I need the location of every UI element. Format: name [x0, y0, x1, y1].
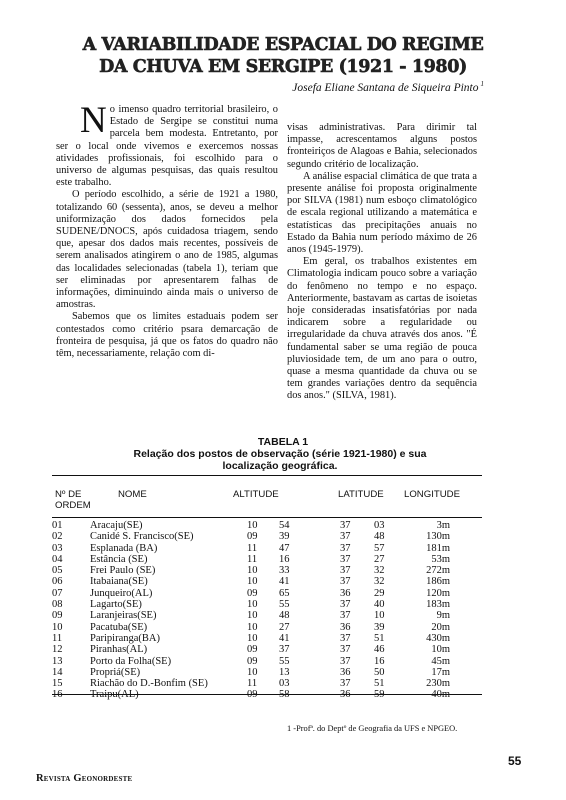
cell-altitude-deg: 10 — [247, 576, 258, 588]
cell-ordem: 16 — [52, 689, 63, 701]
paragraph-analysis: A análise espacial climática de que trata a presente análise foi proposta originalmente por SILVA (1981) num esboço climatológico de escala regional utilizando a matemática e estatísticas das precipitações anuais no Estado da Bahia num período máximo de 26 anos (1945-1979). — [287, 170, 477, 256]
cell-altitude-deg: 10 — [247, 520, 258, 531]
table-row — [52, 520, 482, 531]
cell-latitude-deg: 36 — [340, 689, 351, 701]
cell-altitude-deg: 09 — [247, 644, 258, 656]
table-row — [52, 622, 482, 633]
cell-altitude-min: 55 — [279, 599, 290, 611]
paragraph-period: O período escolhido, a série de 1921 a 1980, totalizando 60 (sessenta), anos, se deveu a melhor uniformização dos dados fornecidos pela SUDENE/DNOCS, após cuidadosa triagem, sendo que, apesar dos dados mais recentes, possíveis de serem analisados atingirem o ano de 1985, algumas das localidades selecionadas (tabela 1), teriam que ser eliminadas por apresentarem falhas de informações, diminuindo ainda mais o universo de amostras. — [56, 189, 278, 311]
cell-altitude-min: 65 — [279, 587, 290, 599]
table-row — [52, 543, 482, 554]
author-note-marker: 1 — [480, 80, 484, 88]
cell-latitude-deg: 37 — [340, 520, 351, 531]
title-line-1: A VARIABILIDADE ESPACIAL DO REGIME — [82, 35, 484, 55]
cell-nome: Piranhas(AL) — [90, 644, 148, 656]
cell-latitude-deg: 37 — [340, 599, 351, 611]
cell-altitude-deg: 09 — [247, 531, 258, 543]
cell-altitude-deg: 10 — [247, 599, 258, 611]
cell-latitude-deg: 37 — [340, 565, 351, 577]
cell-nome: Laranjeiras(SE) — [90, 610, 157, 622]
cell-latitude-deg: 36 — [340, 666, 351, 678]
cell-longitude: 3m — [436, 520, 450, 531]
cell-longitude: 53m — [431, 553, 450, 565]
cell-altitude-deg: 09 — [247, 689, 258, 701]
table-row — [52, 667, 482, 678]
cell-longitude: 40m — [431, 689, 450, 701]
cell-altitude-min: 39 — [279, 531, 290, 543]
table-row — [52, 531, 482, 542]
cell-latitude-min: 50 — [374, 666, 385, 678]
cell-latitude-deg: 36 — [340, 587, 351, 599]
table-row — [52, 644, 482, 655]
table-bottom-rule — [52, 694, 482, 695]
cell-ordem: 04 — [52, 553, 63, 565]
cell-altitude-min: 58 — [279, 689, 290, 701]
cell-ordem: 12 — [52, 644, 63, 656]
table-caption: Relação dos postos de observação (série 1921-1980) e sua localização geográfica. — [133, 448, 427, 472]
author-line — [292, 80, 484, 94]
cell-longitude: 186m — [426, 576, 450, 588]
cell-latitude-deg: 37 — [340, 542, 351, 554]
cell-altitude-deg: 10 — [247, 621, 258, 633]
cell-longitude: 45m — [431, 655, 450, 667]
left-column — [56, 104, 278, 438]
paragraph-limits: Sabemos que os limites estaduais podem ser contestados como critério psara demarcação de fronteira de pesquisa, já que os fatos do quadro não têm, necessariamente, relação com di- — [56, 311, 278, 360]
cell-latitude-min: 39 — [374, 621, 385, 633]
table-row — [52, 576, 482, 587]
cell-longitude: 17m — [431, 666, 450, 678]
table-row — [52, 565, 482, 576]
table-body — [52, 520, 482, 701]
paragraph-admin: visas administrativas. Para dirimir tal impasse, acrescentamos alguns postos fronteiriços de Alagoas e Bahia, selecionados segundo critério de localização. — [287, 122, 477, 170]
cell-latitude-deg: 37 — [340, 553, 351, 565]
cell-latitude-min: 46 — [374, 644, 385, 656]
cell-ordem: 06 — [52, 576, 63, 588]
cell-altitude-deg: 11 — [247, 542, 258, 554]
cell-altitude-deg: 11 — [247, 678, 258, 690]
article-title — [0, 34, 566, 78]
cell-nome: Aracaju(SE) — [90, 520, 143, 531]
cell-ordem: 07 — [52, 587, 63, 599]
cell-altitude-min: 16 — [279, 553, 290, 565]
cell-ordem: 09 — [52, 610, 63, 622]
cell-latitude-deg: 37 — [340, 632, 351, 644]
cell-ordem: 08 — [52, 599, 63, 611]
journal-name: Revista Geonordeste — [36, 773, 133, 784]
right-column — [287, 122, 477, 422]
footnote: 1 -Profª. do Deptº de Geografia da UFS e NPGEO. — [287, 724, 458, 733]
table-row — [52, 633, 482, 644]
cell-latitude-deg: 37 — [340, 655, 351, 667]
header-altitude: ALTITUDE — [233, 489, 279, 500]
header-latitude: LATITUDE — [338, 489, 384, 500]
cell-longitude: 430m — [426, 632, 450, 644]
cell-ordem: 02 — [52, 531, 63, 543]
table-row — [52, 599, 482, 610]
page-number: 55 — [508, 754, 522, 768]
cell-altitude-min: 37 — [279, 644, 290, 656]
cell-altitude-min: 03 — [279, 678, 290, 690]
cell-ordem: 03 — [52, 542, 63, 554]
cell-ordem: 15 — [52, 678, 63, 690]
drop-cap: N — [80, 104, 107, 141]
cell-longitude: 230m — [426, 678, 450, 690]
header-longitude: LONGITUDE — [404, 489, 460, 500]
cell-ordem: 05 — [52, 565, 63, 577]
cell-latitude-min: 03 — [374, 520, 385, 531]
paragraph-climatology: Em geral, os trabalhos existentes em Climatologia indicam pouco sobre a variação do fenômeno no tempo e no espaço. Anteriormente, bastavam as cartas de isoietas hoje consideradas insatisfatórias por nada indicarem sobre a regularidade ou irregularidade da chuva através dos anos. "É fundamental saber se uma região de pouca pluviosidade tem, de um ano para o outro, quase a mesma quantidade da chuva ou se tem grandes variações dentro da sequência dos anos." (SILVA, 1981). — [287, 256, 477, 402]
cell-latitude-min: 29 — [374, 587, 385, 599]
cell-latitude-min: 32 — [374, 565, 385, 577]
cell-altitude-min: 41 — [279, 632, 290, 644]
cell-longitude: 130m — [426, 531, 450, 543]
cell-longitude: 183m — [426, 599, 450, 611]
cell-altitude-min: 13 — [279, 666, 290, 678]
cell-latitude-min: 59 — [374, 689, 385, 701]
cell-ordem: 13 — [52, 655, 63, 667]
cell-longitude: 120m — [426, 587, 450, 599]
cell-latitude-deg: 37 — [340, 576, 351, 588]
title-line-2: DA CHUVA EM SERGIPE (1921 - 1980) — [99, 57, 467, 77]
author-name: Josefa Eliane Santana de Siqueira Pinto — [292, 81, 479, 94]
cell-latitude-min: 32 — [374, 576, 385, 588]
cell-latitude-min: 51 — [374, 678, 385, 690]
cell-altitude-deg: 10 — [247, 632, 258, 644]
cell-altitude-min: 47 — [279, 542, 290, 554]
cell-longitude: 10m — [431, 644, 450, 656]
paragraph-intro-text: o imenso quadro territorial brasileiro, o Estado de Sergipe se constitui numa parcela bem modesta. Entretanto, por ser o local onde vivemos e exercemos nossas atividades profissionais, foi escolhido para o universo de algumas pesquisas, das quais resultou este trabalho. — [56, 104, 278, 189]
cell-ordem: 10 — [52, 621, 63, 633]
cell-nome: Junqueiro(AL) — [90, 587, 153, 599]
cell-altitude-min: 48 — [279, 610, 290, 622]
cell-longitude: 181m — [426, 542, 450, 554]
cell-altitude-deg: 10 — [247, 666, 258, 678]
table-row — [52, 656, 482, 667]
cell-altitude-deg: 10 — [247, 610, 258, 622]
cell-latitude-min: 27 — [374, 553, 385, 565]
cell-ordem: 14 — [52, 666, 63, 678]
cell-altitude-min: 41 — [279, 576, 290, 588]
table-row — [52, 689, 482, 700]
cell-longitude: 9m — [436, 610, 450, 622]
cell-longitude: 272m — [426, 565, 450, 577]
cell-nome: Porto da Folha(SE) — [90, 655, 172, 667]
table-top-rule — [52, 475, 482, 476]
cell-nome: Propriá(SE) — [90, 666, 141, 678]
cell-nome: Traipu(AL) — [90, 689, 139, 701]
table-header-rule — [52, 517, 482, 518]
table-row — [52, 678, 482, 689]
cell-latitude-min: 10 — [374, 610, 385, 622]
cell-ordem: 01 — [52, 520, 63, 531]
cell-ordem: 11 — [52, 632, 63, 644]
table-row — [52, 610, 482, 621]
paragraph-intro — [56, 104, 278, 189]
cell-latitude-deg: 37 — [340, 644, 351, 656]
cell-nome: Paripiranga(BA) — [90, 632, 160, 644]
cell-latitude-deg: 37 — [340, 531, 351, 543]
cell-latitude-min: 51 — [374, 632, 385, 644]
cell-latitude-min: 48 — [374, 531, 385, 543]
cell-longitude: 20m — [431, 621, 450, 633]
table-label: TABELA 1 — [257, 436, 309, 448]
cell-altitude-deg: 09 — [247, 655, 258, 667]
cell-altitude-min: 55 — [279, 655, 290, 667]
cell-altitude-deg: 10 — [247, 565, 258, 577]
cell-latitude-min: 16 — [374, 655, 385, 667]
cell-altitude-min: 33 — [279, 565, 290, 577]
cell-altitude-min: 54 — [279, 520, 290, 531]
table-row — [52, 588, 482, 599]
cell-nome: Lagarto(SE) — [90, 599, 142, 611]
header-nome: NOME — [118, 489, 147, 500]
cell-nome: Riachão do D.-Bonfim (SE) — [90, 678, 208, 690]
cell-nome: Esplanada (BA) — [90, 542, 158, 554]
cell-nome: Canidé S. Francisco(SE) — [90, 531, 194, 543]
cell-latitude-min: 40 — [374, 599, 385, 611]
header-ordem: Nº DE ORDEM — [55, 489, 91, 511]
cell-altitude-deg: 11 — [247, 553, 258, 565]
cell-nome: Estância (SE) — [90, 553, 148, 565]
cell-latitude-min: 57 — [374, 542, 385, 554]
cell-latitude-deg: 36 — [340, 621, 351, 633]
cell-latitude-deg: 37 — [340, 678, 351, 690]
cell-nome: Itabaiana(SE) — [90, 576, 148, 588]
cell-nome: Frei Paulo (SE) — [90, 565, 156, 577]
cell-altitude-deg: 09 — [247, 587, 258, 599]
table-row — [52, 554, 482, 565]
cell-nome: Pacatuba(SE) — [90, 621, 148, 633]
cell-latitude-deg: 37 — [340, 610, 351, 622]
cell-altitude-min: 27 — [279, 621, 290, 633]
